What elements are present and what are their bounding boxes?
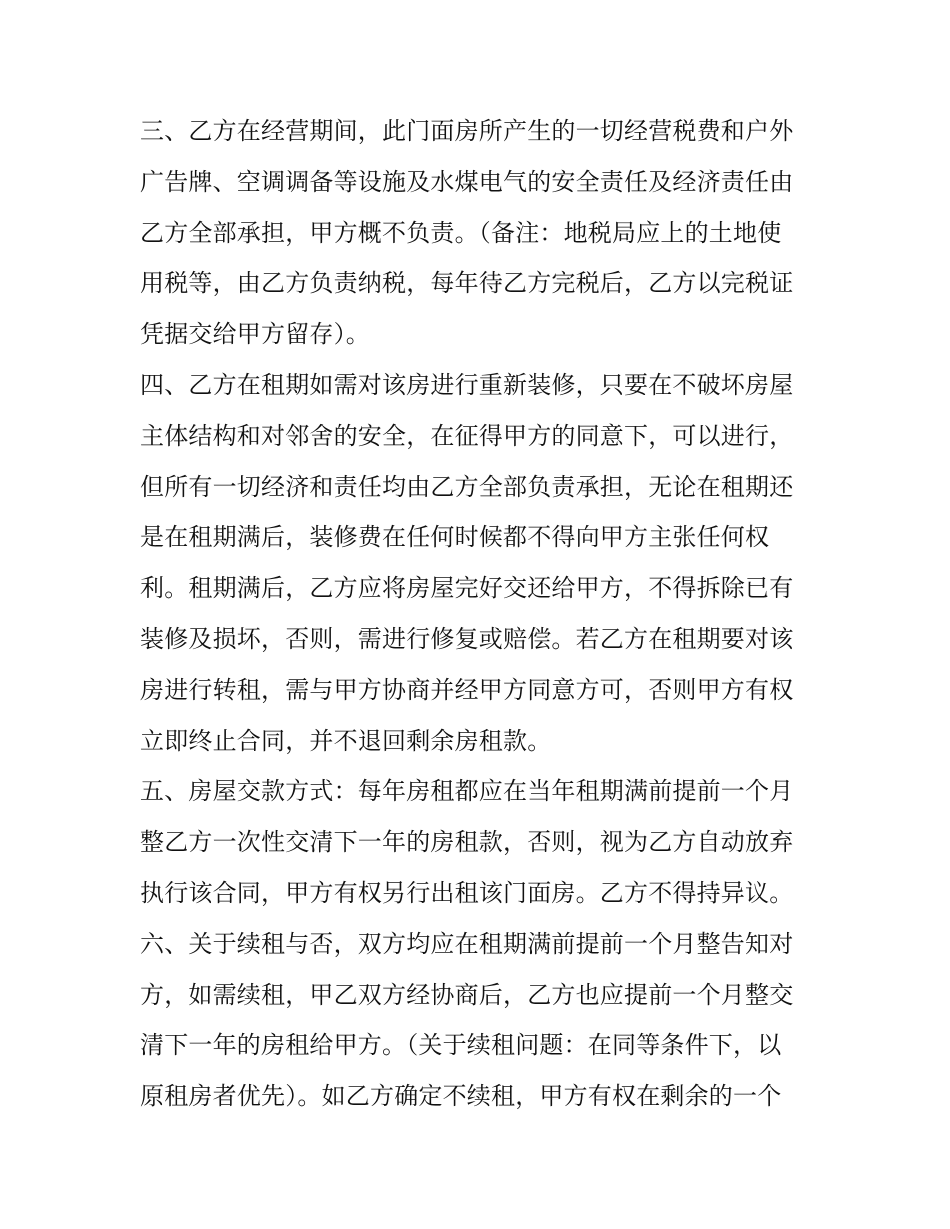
text-line: 清下一年的房租给甲方。（关于续租问题：在同等条件下，以 [140, 1031, 782, 1060]
text-line: 立即终止合同，并不退回剩余房租款。 [140, 726, 552, 755]
text-line: 方，如需续租，甲乙双方经协商后，乙方也应提前一个月整交 [140, 980, 794, 1009]
text-line: 主体结构和对邻舍的安全，在征得甲方的同意下，可以进行， [140, 421, 794, 450]
text-line: 装修及损坏，否则，需进行修复或赔偿。若乙方在租期要对该 [140, 624, 794, 653]
contract-text-body [140, 106, 830, 1122]
text-line: 三、乙方在经营期间，此门面房所产生的一切经营税费和户外 [140, 117, 794, 145]
text-line: 五、房屋交款方式：每年房租都应在当年租期满前提前一个月 [140, 777, 794, 806]
text-line: 原租房者优先）。如乙方确定不续租，甲方有权在剩余的一个 [140, 1082, 782, 1111]
text-line: 执行该合同，甲方有权另行出租该门面房。乙方不得持异议。 [140, 878, 794, 907]
text-line: 房进行转租，需与甲方协商并经甲方同意方可，否则甲方有权 [140, 675, 794, 704]
text-line: 凭据交给甲方留存）。 [140, 320, 370, 349]
text-line: 用税等，由乙方负责纳税，每年待乙方完税后，乙方以完税证 [140, 269, 794, 298]
text-line: 但所有一切经济和责任均由乙方全部负责承担，无论在租期还 [140, 472, 794, 501]
text-line: 整乙方一次性交清下一年的房租款，否则，视为乙方自动放弃 [140, 828, 794, 857]
text-line: 是在租期满后，装修费在任何时候都不得向甲方主张任何权 [140, 523, 770, 552]
text-line: 六、关于续租与否，双方均应在租期满前提前一个月整告知对 [140, 929, 794, 958]
text-line: 广告牌、空调调备等设施及水煤电气的安全责任及经济责任由 [140, 167, 794, 196]
text-line: 利。租期满后，乙方应将房屋完好交还给甲方，不得拆除已有 [140, 574, 794, 603]
text-line: 乙方全部承担，甲方概不负责。（备注：地税局应上的土地使 [140, 218, 782, 247]
text-line: 四、乙方在租期如需对该房进行重新装修，只要在不破坏房屋 [140, 370, 794, 399]
